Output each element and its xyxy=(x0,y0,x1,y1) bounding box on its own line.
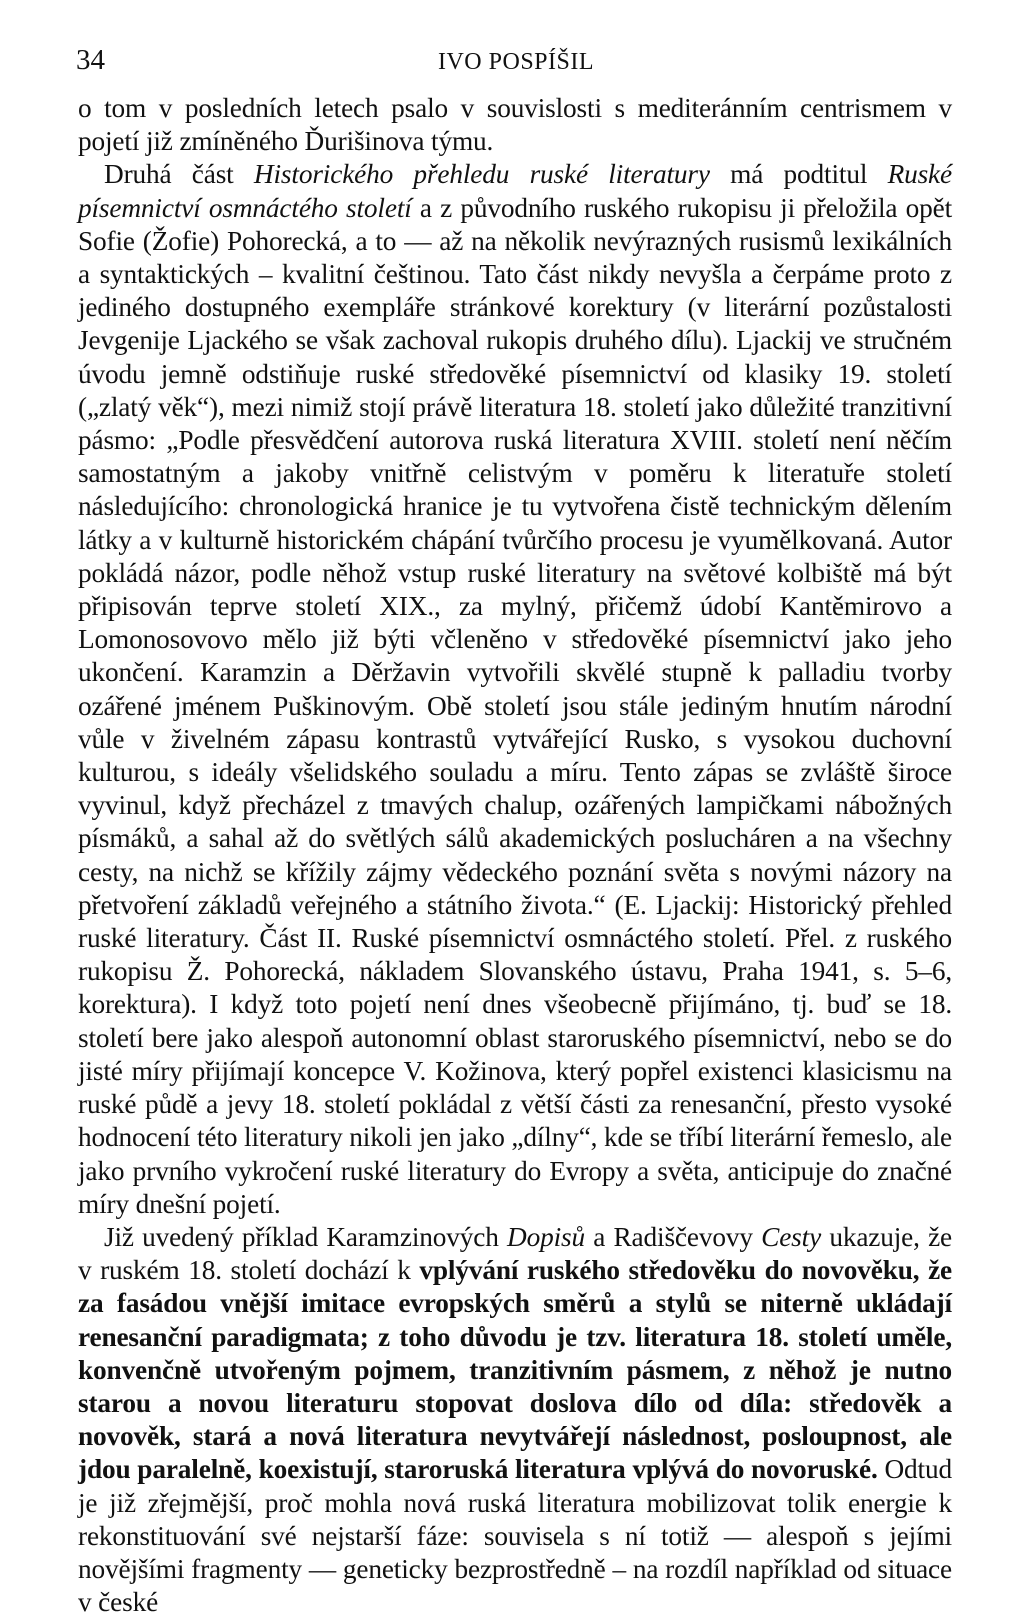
work-title-italic: Dopisů xyxy=(507,1221,585,1252)
paragraph-text: ukazuje, že v ruském 18. století dochází k xyxy=(78,1221,953,1286)
emphasis-bold: vplývání ruského středověku do novověku, že za fasádou vnější imitace evropských směrů a stylů se niterně ukládají renesanční paradigmata; z toho důvodu je tzv. literatura 18. století uměle, konvenčně utvořeným pojmem, tranzitivním pásmem, z něhož je nutno starou a novou literaturu stopovat doslova dílo od díla: středověk a novověk, stará a nová literatura nevytvářejí následnost, posloupnost, ale jdou paralelně, koexistují, staroruská literatura vplývá do novoruské. xyxy=(78,1255,952,1485)
book-title-italic: Historického přehledu ruské literatury xyxy=(253,159,710,190)
paragraph-text: má podtitul xyxy=(709,159,888,190)
paragraph-text: Druhá část xyxy=(104,159,254,190)
work-title-italic: Cesty xyxy=(761,1221,822,1252)
paragraph-text: Již uvedený příklad Karamzinových xyxy=(104,1221,508,1252)
paragraph-2 xyxy=(78,158,952,1221)
paragraph-3 xyxy=(78,1221,952,1619)
page-header xyxy=(76,42,956,78)
paragraph-text: o tom v posledních letech psalo v souvislosti s mediteránním centrismem v pojetí již zmíněného Ďurišinova týmu. xyxy=(78,93,952,157)
paragraph-1 xyxy=(78,92,952,158)
paragraph-text: a z původního ruského rukopisu ji přeložila opět Sofie (Žofie) Pohorecká, a to — až na několik nevýrazných rusismů lexikálních a syntaktických – kvalitní češtinou. Tato část nikdy nevyšla a čerpáme proto z jediného dostupného exempláře stránkové korektury (v literární pozůstalosti Jevgenije Ljackého se však zachoval rukopis druhého dílu). Ljackij ve stručném úvodu jemně odstiňuje ruské středověké písemnictví od klasiky 19. století („zlatý věk“), mezi nimiž stojí právě literatura 18. století jako důležité tranzitivní pásmo: „Podle přesvědčení autorova ruská literatura XVIII. století není něčím samostatným a jakoby vnitřně celistvým v poměru k literatuře století následujícího: chronologická hranice je tu vytvořena čistě technickým dělením látky a v kulturně historickém chápání tvůrčího procesu je vyumělkovaná. Autor pokládá názor, podle něhož vstup ruské literatury na světové kolbiště má být připisován teprve století XIX., za mylný, přičemž údobí Kantěmirovo a Lomonosovovo mělo již býti včleněno v středověké písemnictví jako jeho ukončení. Karamzin a Děržavin vytvořili skvělé stupně k palladiu tvorby ozářené jménem Puškinovým. Obě století jsou stále jediným hnutím národní vůle v živelném zápasu kontrastů vytvářející Rusko, s vysokou duchovní kulturou, s ideály všelidského souladu a míru. Tento zápas se zvláště široce vyvinul, když přecházel z tmavých chalup, ozářených lampičkami nábožných písmáků, a sahal až do světlých sálů akademických poslucháren a na všechny cesty, na nichž se křížily zájmy vědeckého poznání světa s novými názory na přetvoření základů veřejného a státního života.“ (E. Ljackij: Historický přehled ruské literatury. Část II. Ruské písemnictví osmnáctého století. Přel. z ruského rukopisu Ž. Pohorecká, nákladem Slovanského ústavu, Praha 1941, s. 5–6, korektura). I když toto pojetí není dnes všeobecně přijímáno, tj. buď se 18. století bere jako alespoň autonomní oblast staroruského písemnictví, nebo se do jisté míry přijímají koncepce V. Kožinova, který popřel existenci klasicismu na ruské půdě a jevy 18. století pokládal z větší části za renesanční, přesto vysoké hodnocení této literatury nikoli jen jako „dílny“, kde se tříbí literární řemeslo, ale jako prvního vykročení ruské literatury do Evropy a světa, anticipuje do značné míry dnešní pojetí. xyxy=(78,192,952,1219)
running-head: IVO POSPÍŠIL xyxy=(437,49,595,75)
paragraph-text: a Radiščevovy xyxy=(585,1221,762,1252)
subtitle-italic: Ruské písemnictví osmnáctého století xyxy=(78,159,952,223)
page-number: 34 xyxy=(76,44,105,76)
paragraph-text: Odtud je již zřejmější, proč mohla nová ruská literatura mobilizovat tolik energie k rekonstituování své nejstarší fáze: souvisela s ní totiž — alespoň s jejími novějšími fragmenty — geneticky bezprostředně – na rozdíl například od situace v české xyxy=(78,1454,952,1618)
body-text xyxy=(78,92,952,1619)
